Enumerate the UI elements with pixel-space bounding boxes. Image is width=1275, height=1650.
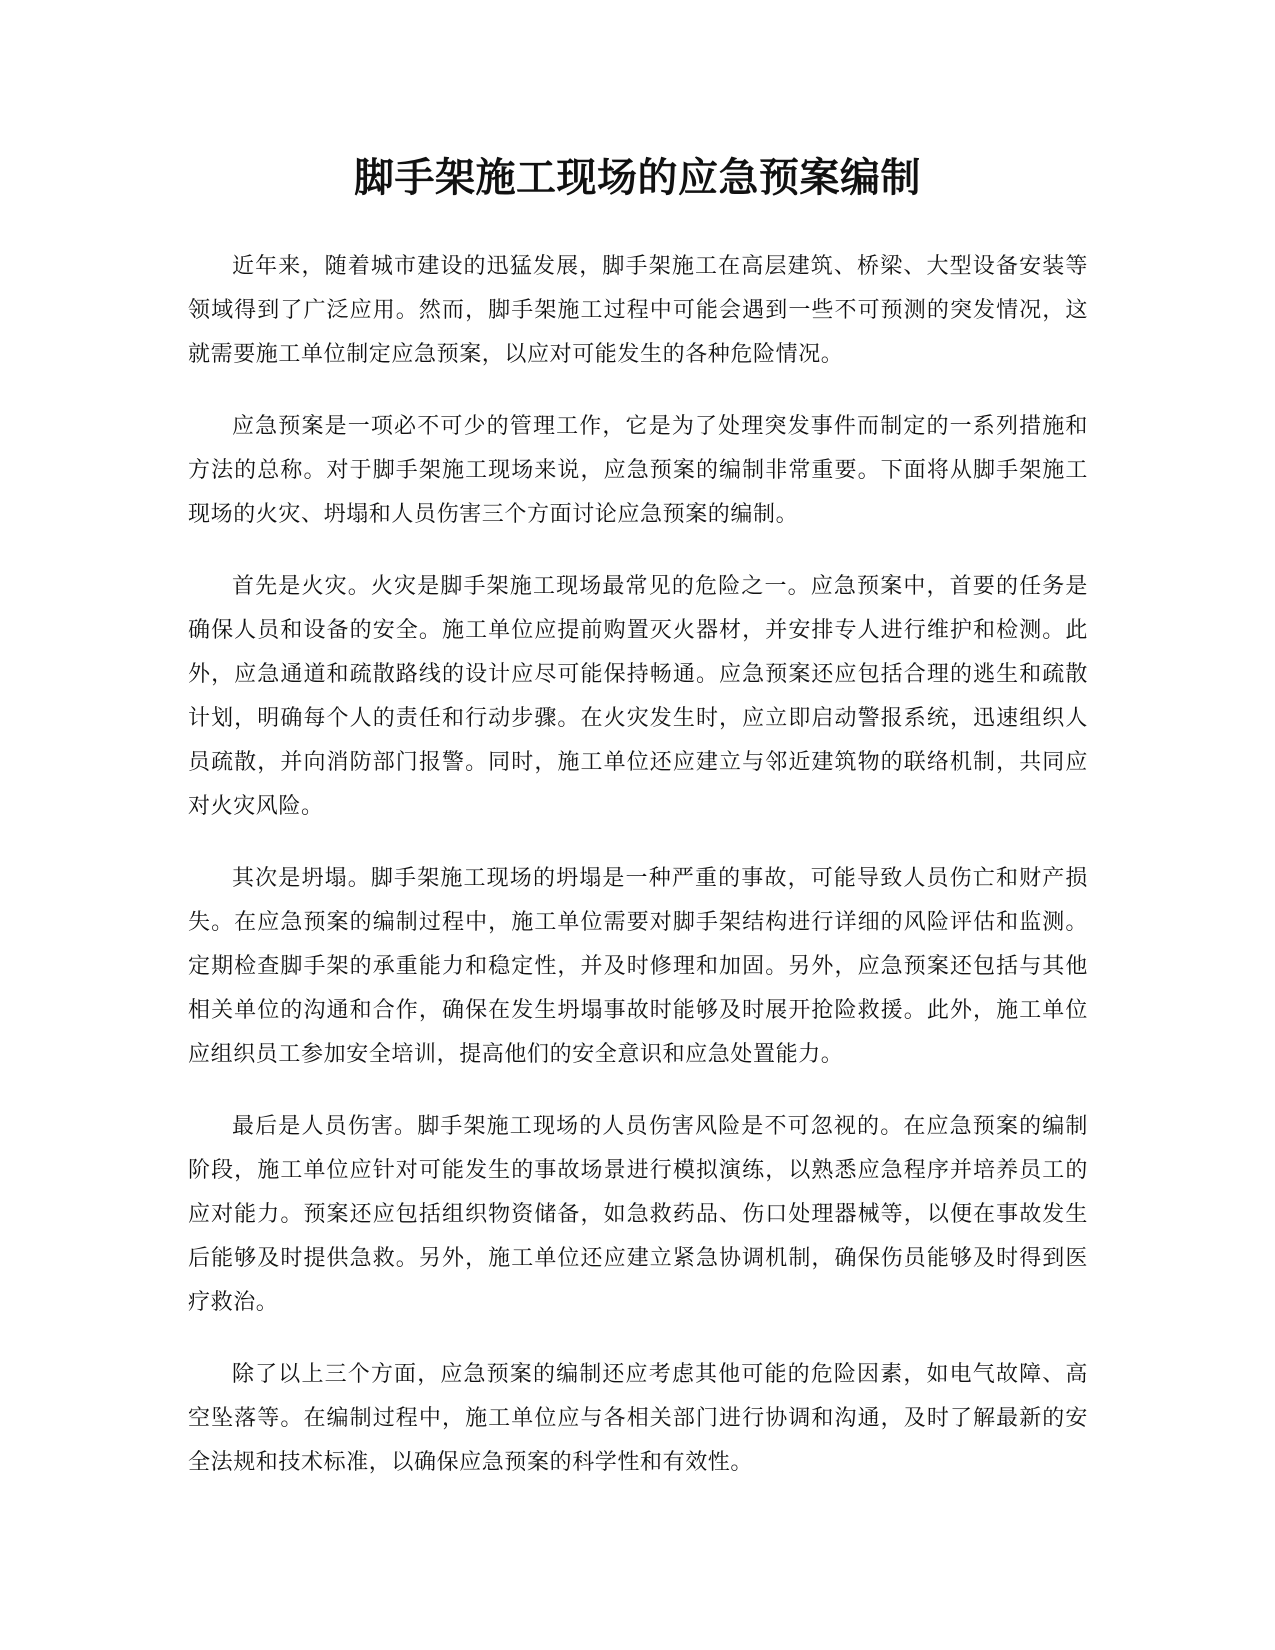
document-body <box>188 245 1088 1513</box>
paragraph-fire: 首先是火灾。火灾是脚手架施工现场最常见的危险之一。应急预案中，首要的任务是确保人员和设备的安全。施工单位应提前购置灭火器材，并安排专人进行维护和检测。此外，应急通道和疏散路线的设计应尽可能保持畅通。应急预案还应包括合理的逃生和疏散计划，明确每个人的责任和行动步骤。在火灾发生时，应立即启动警报系统，迅速组织人员疏散，并向消防部门报警。同时，施工单位还应建立与邻近建筑物的联络机制，共同应对火灾风险。 <box>188 574 1088 819</box>
paragraph-collapse: 其次是坍塌。脚手架施工现场的坍塌是一种严重的事故，可能导致人员伤亡和财产损失。在应急预案的编制过程中，施工单位需要对脚手架结构进行详细的风险评估和监测。定期检查脚手架的承重能力和稳定性，并及时修理和加固。另外，应急预案还包括与其他相关单位的沟通和合作，确保在发生坍塌事故时能够及时展开抢险救援。此外，施工单位应组织员工参加安全培训，提高他们的安全意识和应急处置能力。 <box>188 866 1088 1067</box>
paragraph-overview: 应急预案是一项必不可少的管理工作，它是为了处理突发事件而制定的一系列措施和方法的总称。对于脚手架施工现场来说，应急预案的编制非常重要。下面将从脚手架施工现场的火灾、坍塌和人员伤害三个方面讨论应急预案的编制。 <box>188 414 1088 527</box>
paragraph-other-risks: 除了以上三个方面，应急预案的编制还应考虑其他可能的危险因素，如电气故障、高空坠落等。在编制过程中，施工单位应与各相关部门进行协调和沟通，及时了解最新的安全法规和技术标准，以确保应急预案的科学性和有效性。 <box>188 1362 1088 1475</box>
paragraph-injury: 最后是人员伤害。脚手架施工现场的人员伤害风险是不可忽视的。在应急预案的编制阶段，施工单位应针对可能发生的事故场景进行模拟演练，以熟悉应急程序并培养员工的应对能力。预案还应包括组织物资储备，如急救药品、伤口处理器械等，以便在事故发生后能够及时提供急救。另外，施工单位还应建立紧急协调机制，确保伤员能够及时得到医疗救治。 <box>188 1114 1088 1315</box>
paragraph-intro: 近年来，随着城市建设的迅猛发展，脚手架施工在高层建筑、桥梁、大型设备安装等领域得到了广泛应用。然而，脚手架施工过程中可能会遇到一些不可预测的突发情况，这就需要施工单位制定应急预案，以应对可能发生的各种危险情况。 <box>188 254 1088 367</box>
document-title: 脚手架施工现场的应急预案编制 <box>354 155 921 201</box>
